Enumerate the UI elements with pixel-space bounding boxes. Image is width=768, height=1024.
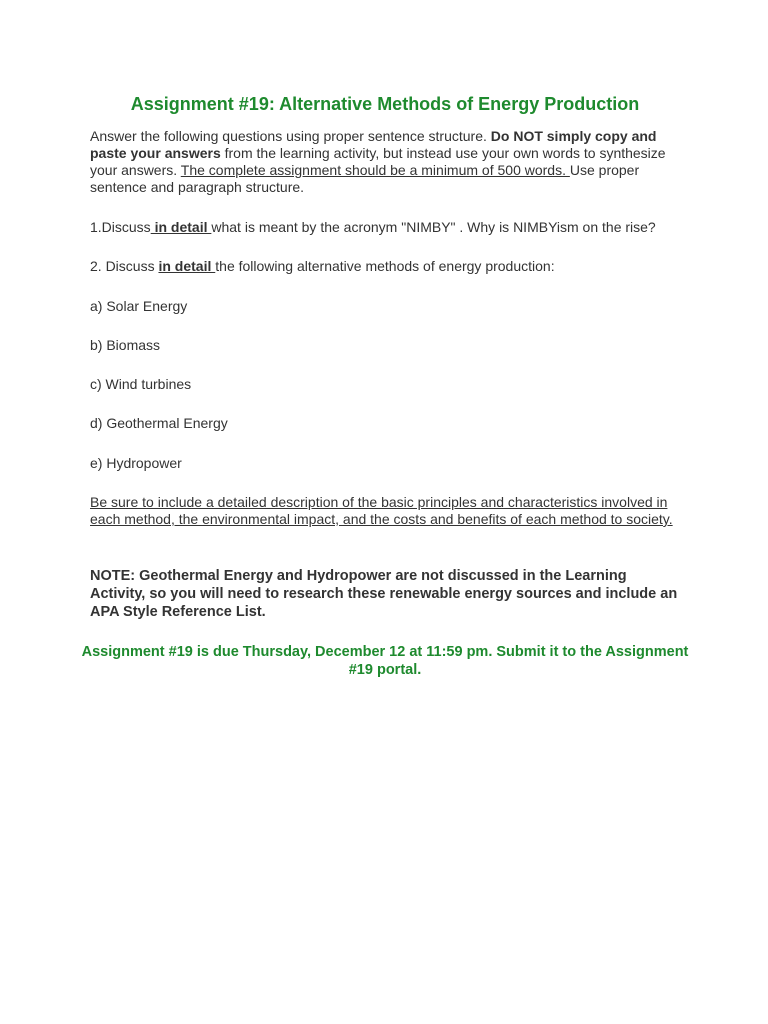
question-2-prefix: 2. Discuss [90, 258, 159, 274]
note-paragraph: NOTE: Geothermal Energy and Hydropower are not discussed in the Learning Activity, so you will need to research these renewable energy sources and include an APA Style Reference List. [90, 568, 678, 620]
list-item: a) Solar Energy [90, 298, 188, 314]
list-item: c) Wind turbines [90, 376, 192, 392]
question-2-emphasis: in detail [158, 258, 216, 274]
list-item: e) Hydropower [90, 455, 182, 471]
question-1 [90, 219, 680, 236]
be-sure-instructions: Be sure to include a detailed description of the basic principles and characteristics involved in each method, the environmental impact, and the costs and benefits of each method to society. [90, 494, 673, 527]
question-1-emphasis: in detail [150, 219, 212, 235]
intro-text-3: Use proper sentence and paragraph structure. [90, 162, 640, 195]
assignment-title: Assignment #19: Alternative Methods of Energy Production [130, 94, 640, 114]
question-2-text: the following alternative methods of energy production: [215, 258, 555, 274]
question-2 [90, 258, 680, 275]
intro-word-count-requirement: The complete assignment should be a minimum of 500 words. [180, 162, 570, 178]
intro-text-2: from the learning activity, but instead use your own words to synthesize your answers. [90, 145, 666, 178]
list-item: b) Biomass [90, 337, 161, 353]
intro-bold-warning: Do NOT simply copy and paste your answers [90, 128, 657, 161]
question-1-prefix: 1.Discuss [90, 219, 151, 235]
intro-paragraph [90, 128, 680, 196]
list-item: d) Geothermal Energy [90, 415, 228, 431]
due-date-notice: Assignment #19 is due Thursday, December 12 at 11:59 pm. Submit it to the Assignment #19 portal. [81, 644, 689, 678]
intro-text-1: Answer the following questions using proper sentence structure. [90, 128, 491, 144]
question-1-text: what is meant by the acronym "NIMBY" . Why is NIMBYism on the rise? [211, 219, 656, 235]
